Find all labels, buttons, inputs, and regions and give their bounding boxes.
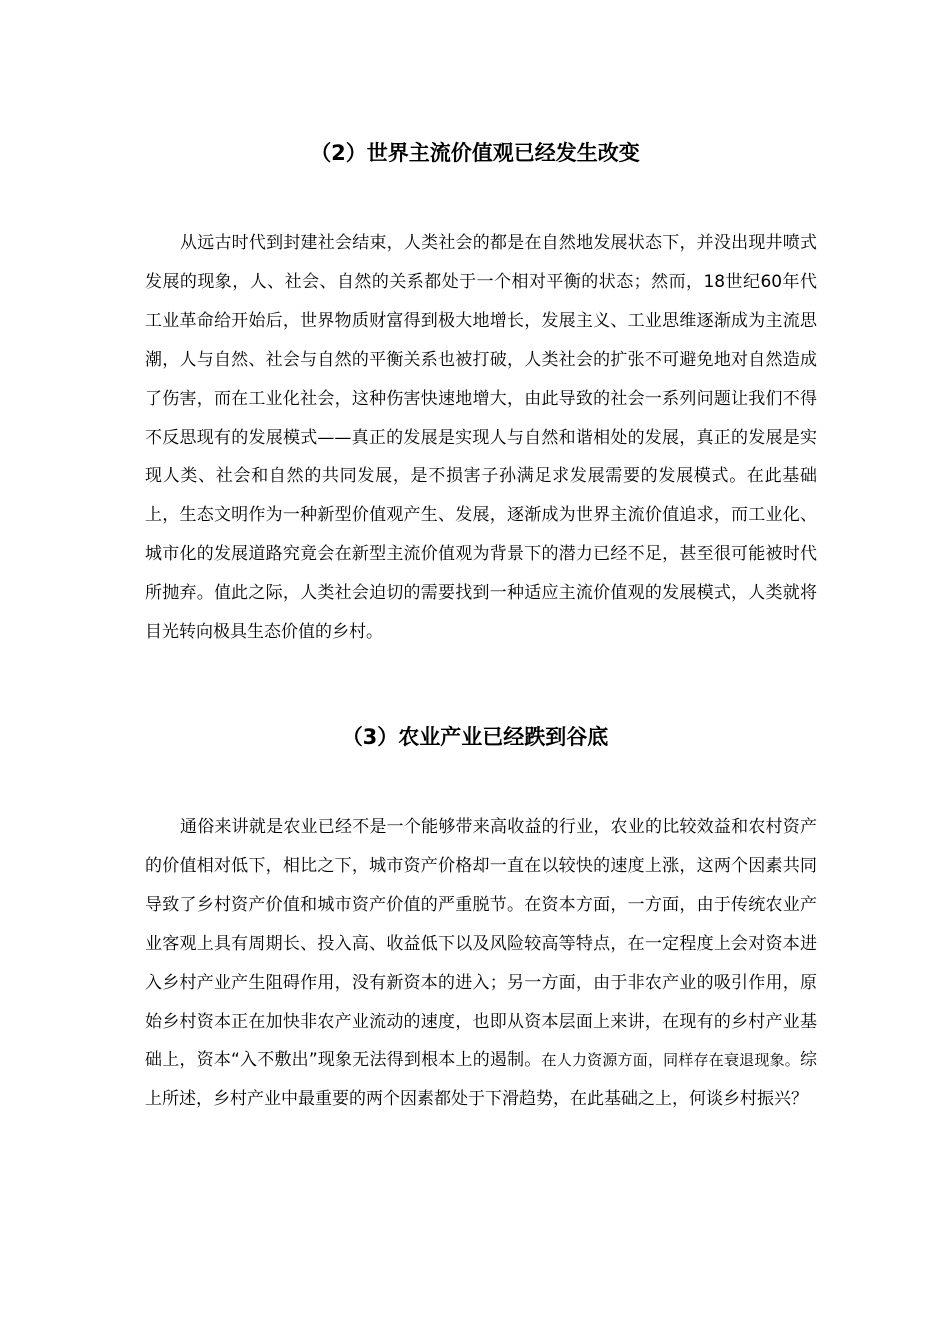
paragraph-text-small: 在人力资源方面，同样存在衰退现象。 — [541, 1051, 800, 1070]
paragraph-text-end: 综上所述，乡村产业中最重要的两个因素都处于下滑趋势，在此基础之上，何谈乡村振兴？ — [145, 1050, 817, 1110]
section-paragraph-2: 从远古时代到封建社会结束，人类社会的都是在自然地发展状态下，并没出现井喷式发展的现象，人、社会、自然的关系都处于一个相对平衡的状态；然而，18世纪60年代工业革命给开始后，世界物质财富得到极大地增长，发展主义、工业思维逐渐成为主流思潮，人与自然、社会与自然的平衡关系也被打破，人类社会的扩张不可避免地对自然造成了伤害，而在工业化社会，这种伤害快速地增大，由此导致的社会一系列问题让我们不得不反思现有的发展模式——真正的发展是实现人与自然和谐相处的发展，真正的发展是实现人类、社会和自然的共同发展，是不损害子孙满足求发展需要的发展模式。在此基础上，生态文明作为一种新型价值观产生、发展，逐渐成为世界主流价值追求，而工业化、城市化的发展道路究竟会在新型主流价值观为背景下的潜力已经不足，甚至很可能被时代所抛弃。值此之际，人类社会迫切的需要找到一种适应主流价值观的发展模式，人类就将目光转向极具生态价值的乡村。 — [145, 233, 817, 643]
section-heading-3: （3）农业产业已经跌到谷底 — [341, 725, 609, 749]
paragraph-text-main: 通俗来讲就是农业已经不是一个能够带来高收益的行业，农业的比较效益和农村资产的价值相对低下，相比之下，城市资产价格却一直在以较快的速度上涨，这两个因素共同导致了乡村资产价值和城市资产价值的严重脱节。在资本方面，一方面，由于传统农业产业客观上具有周期长、投入高、收益低下以及风险较高等特点，在一定程度上会对资本进入乡村产业产生阻碍作用，没有新资本的进入；另一方面，由于非农产业的吸引作用，原始乡村资本正在加快非农产业流动的速度，也即从资本层面上来讲，在现有的乡村产业基础上，资本“入不敷出”现象无法得到根本上的遏制。 — [145, 817, 817, 1071]
section-paragraph-3 — [145, 808, 817, 1119]
section-heading-2: （2）世界主流价值观已经发生改变 — [310, 141, 640, 165]
